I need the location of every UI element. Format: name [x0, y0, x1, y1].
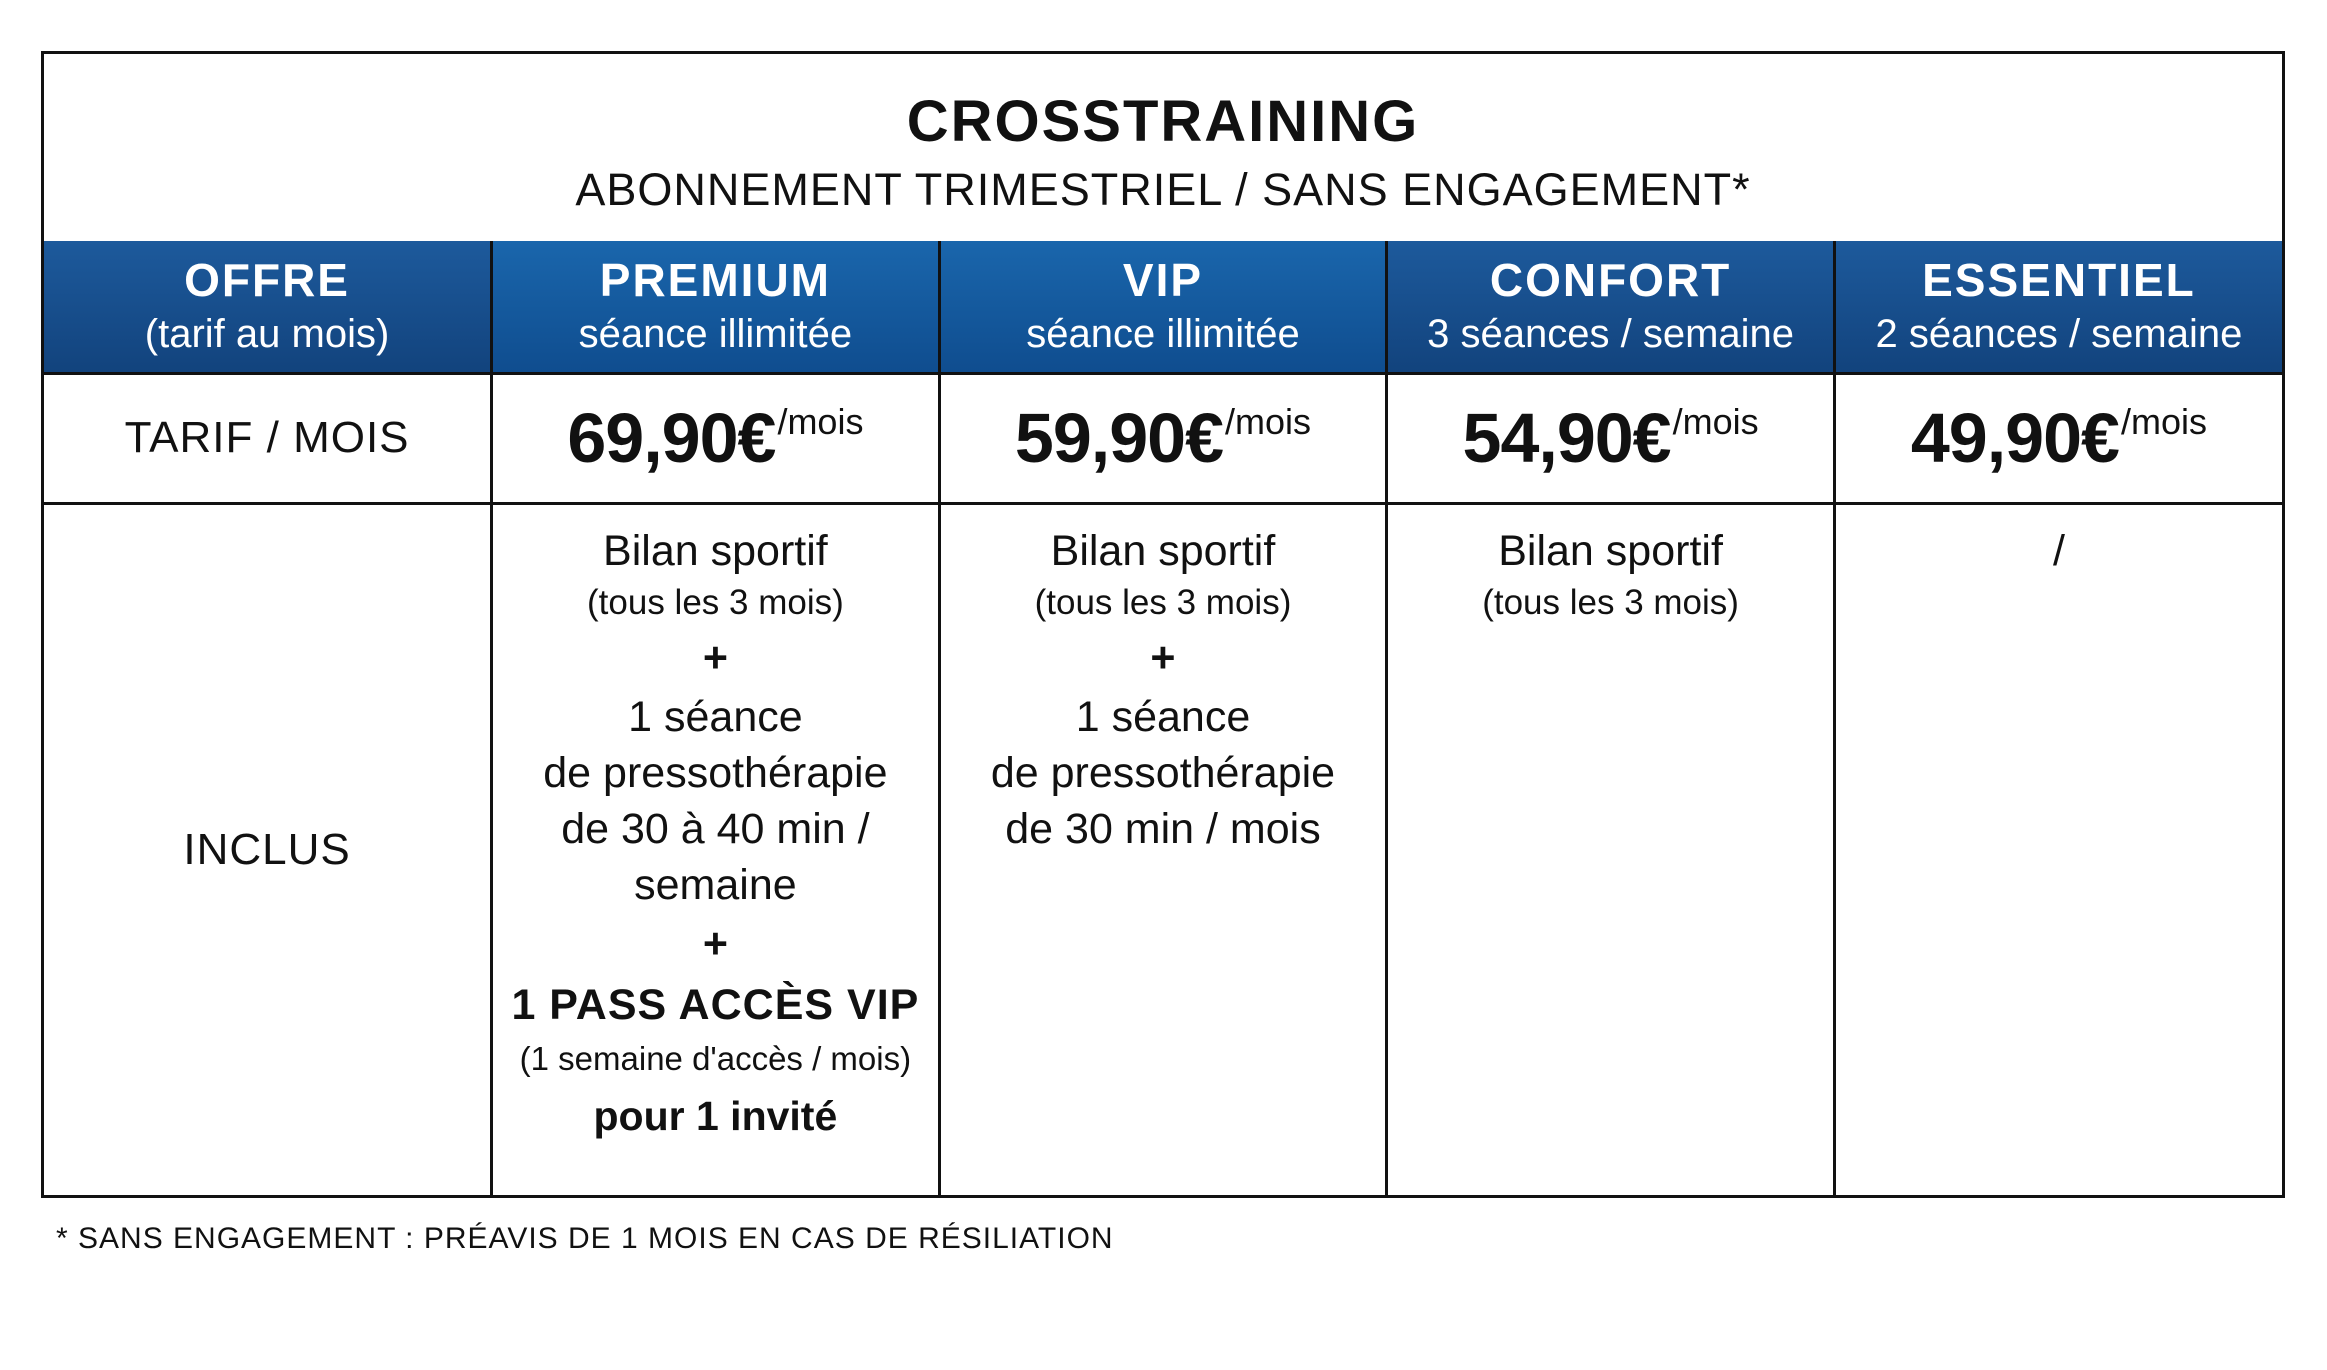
- included-bilan-note: (tous les 3 mois): [1034, 582, 1292, 622]
- included-seance-line: 1 séance: [1075, 692, 1251, 741]
- footnote: * SANS ENGAGEMENT : PRÉAVIS DE 1 MOIS EN CAS DE RÉSILIATION: [56, 1222, 1114, 1255]
- price-amount: 59,90€: [1014, 399, 1224, 477]
- header-plan-name: PREMIUM: [599, 254, 831, 307]
- price-unit: /mois: [2120, 401, 2207, 442]
- header-premium: [492, 241, 940, 373]
- included-guest: pour 1 invité: [593, 1092, 838, 1139]
- included-seance-line: de 30 à 40 min /: [561, 804, 870, 853]
- included-bilan: Bilan sportif: [603, 526, 828, 575]
- included-row-label: INCLUS: [183, 824, 351, 874]
- plus-sign: +: [702, 919, 728, 968]
- header-plan-name: CONFORT: [1489, 254, 1732, 307]
- price-row-label: TARIF / MOIS: [124, 413, 410, 462]
- included-cell-vip: [939, 503, 1387, 1195]
- included-cell-premium: [492, 503, 940, 1195]
- plus-sign: +: [1150, 633, 1176, 682]
- included-seance-line: 1 séance: [628, 692, 803, 741]
- price-unit: /mois: [1672, 401, 1759, 442]
- header-offre-sub: (tarif au mois): [144, 312, 390, 357]
- header-plan-sub: séance illimitée: [1026, 312, 1300, 357]
- header-plan-sub: séance illimitée: [578, 312, 853, 357]
- header-plan-sub: 3 séances / semaine: [1427, 312, 1795, 357]
- pricing-table: [44, 241, 2282, 1195]
- header-plan-name: VIP: [1122, 254, 1204, 307]
- price-row: [44, 373, 2282, 503]
- included-seance-line: de pressothérapie: [543, 748, 888, 797]
- page-subtitle: ABONNEMENT TRIMESTRIEL / SANS ENGAGEMENT*: [575, 164, 1751, 215]
- header-offre: [44, 241, 492, 373]
- included-none: /: [2052, 526, 2065, 575]
- price-unit: /mois: [777, 401, 864, 442]
- included-seance-line: semaine: [634, 860, 797, 909]
- header-essentiel: [1834, 241, 2282, 373]
- title-block: [44, 54, 2282, 244]
- header-plan-sub: 2 séances / semaine: [1875, 312, 2243, 357]
- header-row: [44, 241, 2282, 373]
- header-plan-name: ESSENTIEL: [1922, 254, 2196, 307]
- header-confort: [1387, 241, 1835, 373]
- included-bilan: Bilan sportif: [1050, 526, 1276, 575]
- included-row: [44, 503, 2282, 1195]
- pricing-table-frame: [41, 51, 2285, 1198]
- price-cell-premium: [492, 373, 940, 503]
- header-offre-name: OFFRE: [184, 254, 350, 307]
- price-cell-vip: [939, 373, 1387, 503]
- included-pass: 1 PASS ACCÈS VIP: [511, 980, 920, 1029]
- included-bilan-note: (tous les 3 mois): [1482, 582, 1739, 622]
- header-vip: [939, 241, 1387, 373]
- included-seance-line: de 30 min / mois: [1005, 804, 1321, 853]
- included-row-label-cell: [44, 503, 492, 1195]
- price-unit: /mois: [1225, 401, 1312, 442]
- price-cell-essentiel: [1834, 373, 2282, 503]
- price-cell-confort: [1387, 373, 1835, 503]
- price-amount: 69,90€: [567, 399, 776, 477]
- price-amount: 54,90€: [1462, 399, 1671, 477]
- page-title: CROSSTRAINING: [906, 89, 1420, 154]
- included-pass-note: (1 semaine d'accès / mois): [519, 1039, 912, 1077]
- included-cell-confort: [1387, 503, 1835, 1195]
- plus-sign: +: [702, 633, 728, 682]
- included-seance-line: de pressothérapie: [990, 748, 1336, 797]
- included-cell-essentiel: [1834, 503, 2282, 1195]
- price-row-label-cell: [44, 373, 492, 503]
- price-amount: 49,90€: [1910, 399, 2119, 477]
- included-bilan: Bilan sportif: [1498, 526, 1723, 575]
- included-bilan-note: (tous les 3 mois): [587, 582, 844, 622]
